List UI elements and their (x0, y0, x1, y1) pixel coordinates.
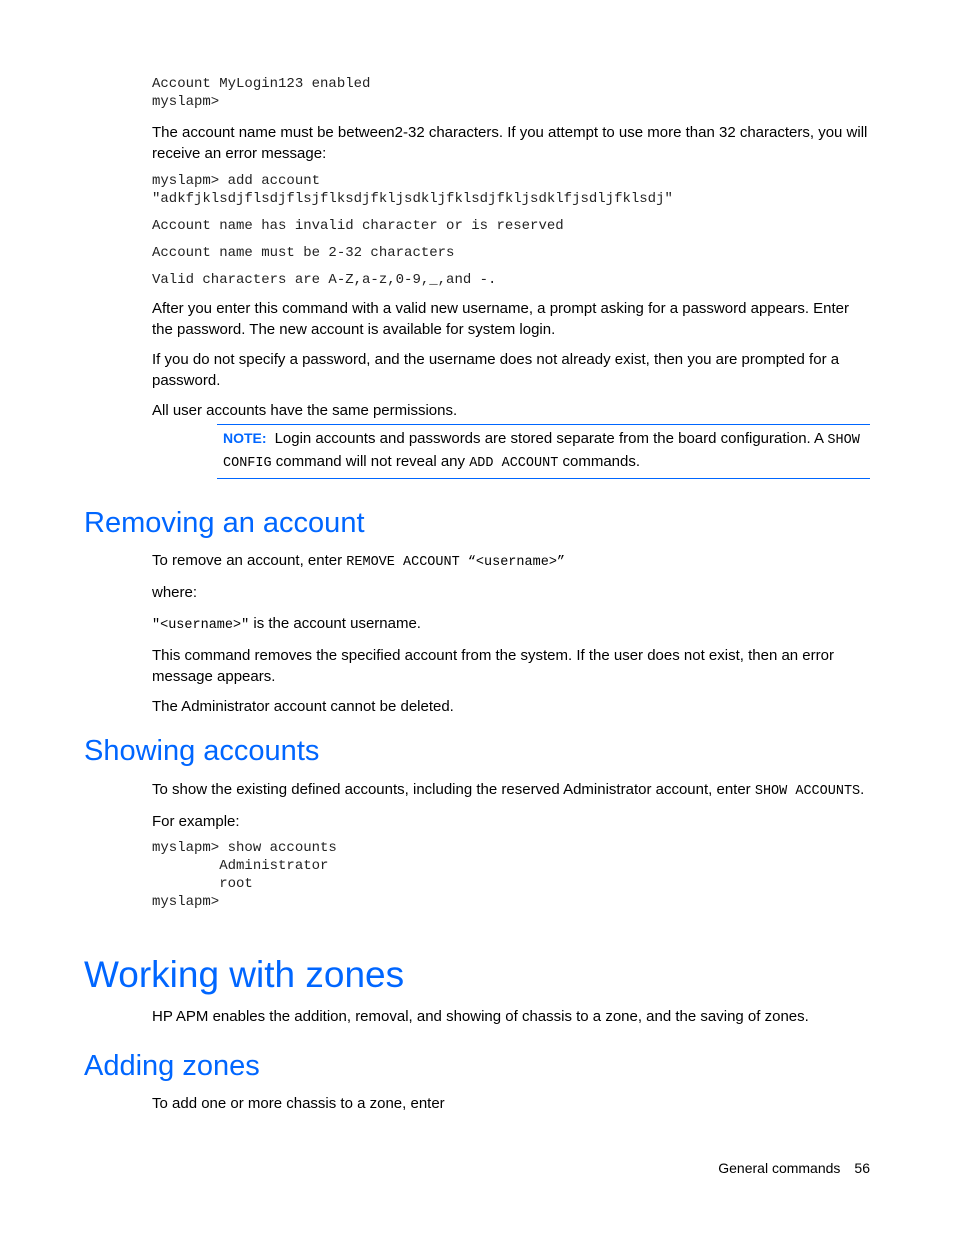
code-name-length: Account name must be 2-32 characters (152, 245, 455, 261)
code-valid-characters: Valid characters are A-Z,a-z,0-9,_,and -. (152, 272, 497, 288)
page-footer (718, 1158, 870, 1178)
code-invalid-character: Account name has invalid character or is reserved (152, 218, 564, 234)
username-code: "<username>" (152, 618, 250, 633)
code-add-account: myslapm> add account "adkfjklsdjflsdjflsjflksdjfkljsdkljfklsdjfkljsdklfjsdljfklsdj" (152, 173, 673, 207)
heading-adding-zones: Adding zones (84, 1050, 260, 1082)
top-section (152, 75, 872, 421)
password-prompt-paragraph: After you enter this command with a valid new username, a prompt asking for a password appears. Enter the password. The new account is available for system login. (152, 300, 850, 338)
show-intro: To show the existing defined accounts, including the reserved Administrator account, enter SHOW ACCOUNTS. (152, 781, 865, 799)
note-text: NOTE: Login accounts and passwords are stored separate from the board configuration. A SHOW CONFIG command will not reveal any ADD ACCOUNT commands. (223, 430, 860, 471)
footer-section-title: General commands (718, 1160, 841, 1176)
page-number: 56 (854, 1160, 870, 1176)
zones-paragraph: HP APM enables the addition, removal, and showing of chassis to a zone, and the saving of zones. (152, 1008, 809, 1025)
account-name-length-paragraph: The account name must be between2-32 characters. If you attempt to use more than 32 characters, you will receive an error message: (152, 124, 868, 162)
show-accounts-command: SHOW ACCOUNTS (754, 784, 861, 799)
no-password-paragraph: If you do not specify a password, and the username does not already exist, then you are prompted for a password. (152, 351, 840, 389)
code-show-accounts: myslapm> show accounts Administrator root myslapm> (152, 840, 337, 910)
heading-working-with-zones: Working with zones (84, 954, 405, 995)
heading-showing-accounts: Showing accounts (84, 735, 320, 767)
heading-removing-account: Removing an account (84, 507, 365, 539)
note-label: NOTE: (223, 430, 267, 446)
note-code-add-account: ADD ACCOUNT (469, 456, 559, 471)
showing-section (152, 779, 872, 911)
username-definition: "<username>" is the account username. (152, 615, 421, 633)
permissions-paragraph: All user accounts have the same permissions. (152, 402, 458, 419)
where-label: where: (152, 584, 198, 601)
remove-command: REMOVE ACCOUNT “<username>” (346, 555, 566, 570)
remove-intro: To remove an account, enter REMOVE ACCOUNT “<username>” (152, 552, 566, 570)
administrator-note: The Administrator account cannot be deleted. (152, 698, 454, 715)
note-code-show-config: SHOW CONFIG (223, 433, 860, 471)
zones-section (152, 1006, 872, 1027)
adding-paragraph: To add one or more chassis to a zone, enter (152, 1095, 445, 1112)
removing-section (152, 550, 872, 717)
code-account-enabled: Account MyLogin123 enabled myslapm> (152, 76, 371, 110)
remove-description: This command removes the specified account from the system. If the user does not exist, then an error message appears. (152, 647, 834, 685)
note-box (217, 424, 870, 479)
example-label: For example: (152, 813, 240, 830)
adding-section (152, 1093, 872, 1114)
